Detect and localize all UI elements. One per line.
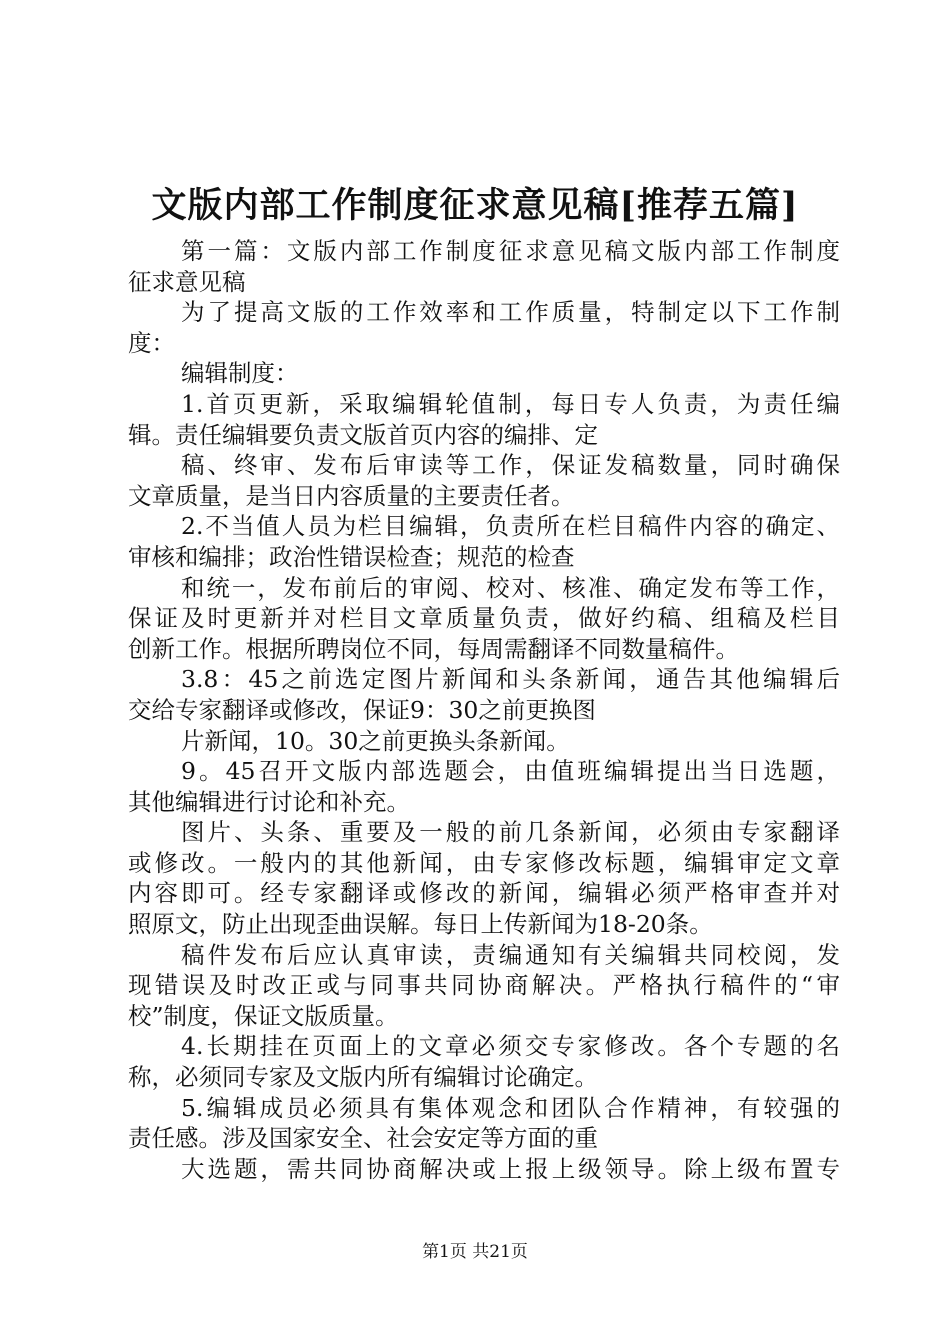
text-line: 文章质量，是当日内容质量的主要责任者。 xyxy=(128,481,575,510)
document-body xyxy=(128,236,840,1184)
text-line: 现错误及时改正或与同事共同协商解决。严格执行稿件的“审 xyxy=(128,971,840,1000)
text-line: 1.首页更新，采取编辑轮值制，每日专人负责，为责任编 xyxy=(181,389,840,418)
text-line: 稿、终审、发布后审读等工作，保证发稿数量，同时确保 xyxy=(181,451,840,480)
text-line: 称，必须同专家及文版内所有编辑讨论确定。 xyxy=(128,1063,598,1092)
text-line: 和统一，发布前后的审阅、校对、核准、确定发布等工作， xyxy=(181,573,840,602)
text-line: 第一篇：文版内部工作制度征求意见稿文版内部工作制度 xyxy=(181,237,840,265)
text-line: 内容即可。经专家翻译或修改的新闻，编辑必须严格审查并对 xyxy=(128,879,840,908)
text-line: 照原文，防止出现歪曲误解。每日上传新闻为18-20条。 xyxy=(128,910,713,939)
text-line: 征求意见稿 xyxy=(128,267,246,296)
text-line: 9。45召开文版内部选题会，由值班编辑提出当日选题， xyxy=(181,757,840,786)
text-line: 片新闻，10。30之前更换头条新闻。 xyxy=(181,726,570,755)
text-line: 辑。责任编辑要负责文版首页内容的编排、定 xyxy=(128,420,598,449)
text-line: 稿件发布后应认真审读，责编通知有关编辑共同校阅，发 xyxy=(181,940,840,969)
text-line: 图片、头条、重要及一般的前几条新闻，必须由专家翻译 xyxy=(181,818,840,847)
text-line: 或修改。一般内的其他新闻，由专家修改标题，编辑审定文章 xyxy=(128,848,840,877)
text-line: 责任感。涉及国家安全、社会安定等方面的重 xyxy=(128,1124,598,1153)
text-line: 4.长期挂在页面上的文章必须交专家修改。各个专题的名 xyxy=(181,1032,840,1061)
document-title: 文版内部工作制度征求意见稿[推荐五篇] xyxy=(151,185,799,226)
text-line: 2.不当值人员为栏目编辑，负责所在栏目稿件内容的确定、 xyxy=(181,512,840,541)
text-line: 创新工作。根据所聘岗位不同，每周需翻译不同数量稿件。 xyxy=(128,634,739,663)
text-line: 审核和编排；政治性错误检查；规范的检查 xyxy=(128,542,575,571)
page-footer: 第1页 共21页 xyxy=(422,1242,528,1262)
text-line: 大选题，需共同协商解决或上报上级领导。除上级布置专 xyxy=(181,1154,840,1183)
text-line: 校”制度，保证文版质量。 xyxy=(128,1001,399,1030)
text-line: 编辑制度： xyxy=(181,359,299,388)
text-line: 其他编辑进行讨论和补充。 xyxy=(128,787,410,816)
text-line: 5.编辑成员必须具有集体观念和团队合作精神，有较强的 xyxy=(181,1093,840,1122)
text-line: 为了提高文版的工作效率和工作质量，特制定以下工作制 xyxy=(181,298,840,327)
text-line: 保证及时更新并对栏目文章质量负责，做好约稿、组稿及栏目 xyxy=(128,604,840,633)
text-line: 交给专家翻译或修改，保证9：30之前更换图 xyxy=(128,695,596,724)
text-line: 3.8：45之前选定图片新闻和头条新闻，通告其他编辑后 xyxy=(181,665,840,694)
text-line: 度： xyxy=(128,328,175,357)
